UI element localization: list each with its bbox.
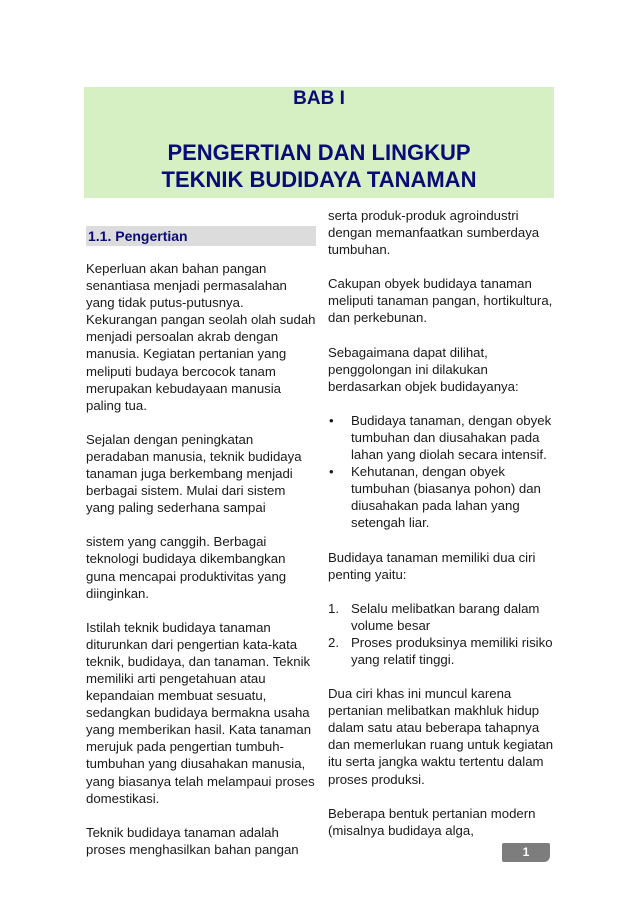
list-item-text: Selalu melibatkan barang dalam volume besar	[351, 600, 540, 633]
bullet-list	[328, 412, 560, 532]
paragraph: Teknik budidaya tanaman adalah proses menghasilkan bahan pangan	[86, 824, 299, 857]
page-number-badge: 1	[502, 843, 550, 862]
chapter-title	[84, 139, 554, 193]
list-item	[328, 634, 560, 668]
chapter-title-line-1: PENGERTIAN DAN LINGKUP	[167, 140, 471, 165]
list-item-text: Budidaya tanaman, dengan obyek tumbuhan dan diusahakan pada lahan yang diolah secara intensif.	[351, 412, 552, 463]
section-heading: 1.1. Pengertian	[86, 226, 316, 246]
list-item-text: Proses produksinya memiliki risiko yang relatif tinggi.	[351, 634, 553, 667]
paragraph: Istilah teknik budidaya tanaman diturunkan dari pengertian kata-kata teknik, budidaya, dan tanaman. Teknik memiliki arti pengetahuan atau kepandaian membuat sesuatu, sedangkan budidaya bermakna usaha yang memberikan hasil. Kata tanaman merujuk pada pengertian tumbuh-tumbuhan yang diusahakan manusia, yang biasanya telah melampaui proses domestikasi.	[86, 619, 315, 806]
list-item	[328, 600, 560, 634]
paragraph: Sebagaimana dapat dilihat, penggolongan ini dilakukan berdasarkan objek budidayanya:	[328, 344, 519, 394]
paragraph: Beberapa bentuk pertanian modern (misalnya budidaya alga,	[328, 805, 536, 838]
list-number: 1.	[328, 600, 339, 616]
numbered-list	[328, 600, 560, 668]
paragraph: Keperluan akan bahan pangan senantiasa menjadi permasalahan yang tidak putus-putusnya. Kekurangan pangan seolah olah sudah menjadi persoalan akrab dengan manusia. Kegiatan pertanian yang meliputi budaya bercocok tanam merupakan kebudayaan manusia paling tua.	[86, 261, 316, 413]
chapter-title-line-2: TEKNIK BUDIDAYA TANAMAN	[161, 167, 477, 192]
paragraph: Sejalan dengan peningkatan peradaban manusia, teknik budidaya tanaman juga berkembang menjadi berbagai sistem. Mulai dari sistem yang paling sederhana sampai	[86, 431, 302, 516]
list-item	[328, 412, 560, 463]
right-column	[328, 207, 560, 839]
list-item	[328, 463, 560, 531]
list-number: 2.	[328, 634, 339, 650]
paragraph: sistem yang canggih. Berbagai teknologi budidaya dikembangkan guna mencapai produktivitas yang diinginkan.	[86, 534, 287, 601]
paragraph: serta produk-produk agroindustri dengan memanfaatkan sumberdaya tumbuhan.	[328, 208, 540, 258]
paragraph: Dua ciri khas ini muncul karena pertanian melibatkan makhluk hidup dalam satu atau beberapa tahapnya dan memerlukan ruang untuk kegiatan itu serta jangka waktu tertentu dalam proses produksi.	[328, 686, 554, 787]
chapter-label: BAB I	[293, 88, 345, 109]
paragraph: Cakupan obyek budidaya tanaman meliputi tanaman pangan, hortikultura, dan perkebunan.	[328, 276, 553, 326]
paragraph: Budidaya tanaman memiliki dua ciri penting yaitu:	[328, 549, 536, 582]
list-item-text: Kehutanan, dengan obyek tumbuhan (biasanya pohon) dan diusahakan pada lahan yang setengah liar.	[351, 464, 541, 531]
bullet-icon: •	[329, 464, 334, 480]
left-column	[86, 226, 316, 858]
bullet-icon: •	[329, 412, 334, 428]
